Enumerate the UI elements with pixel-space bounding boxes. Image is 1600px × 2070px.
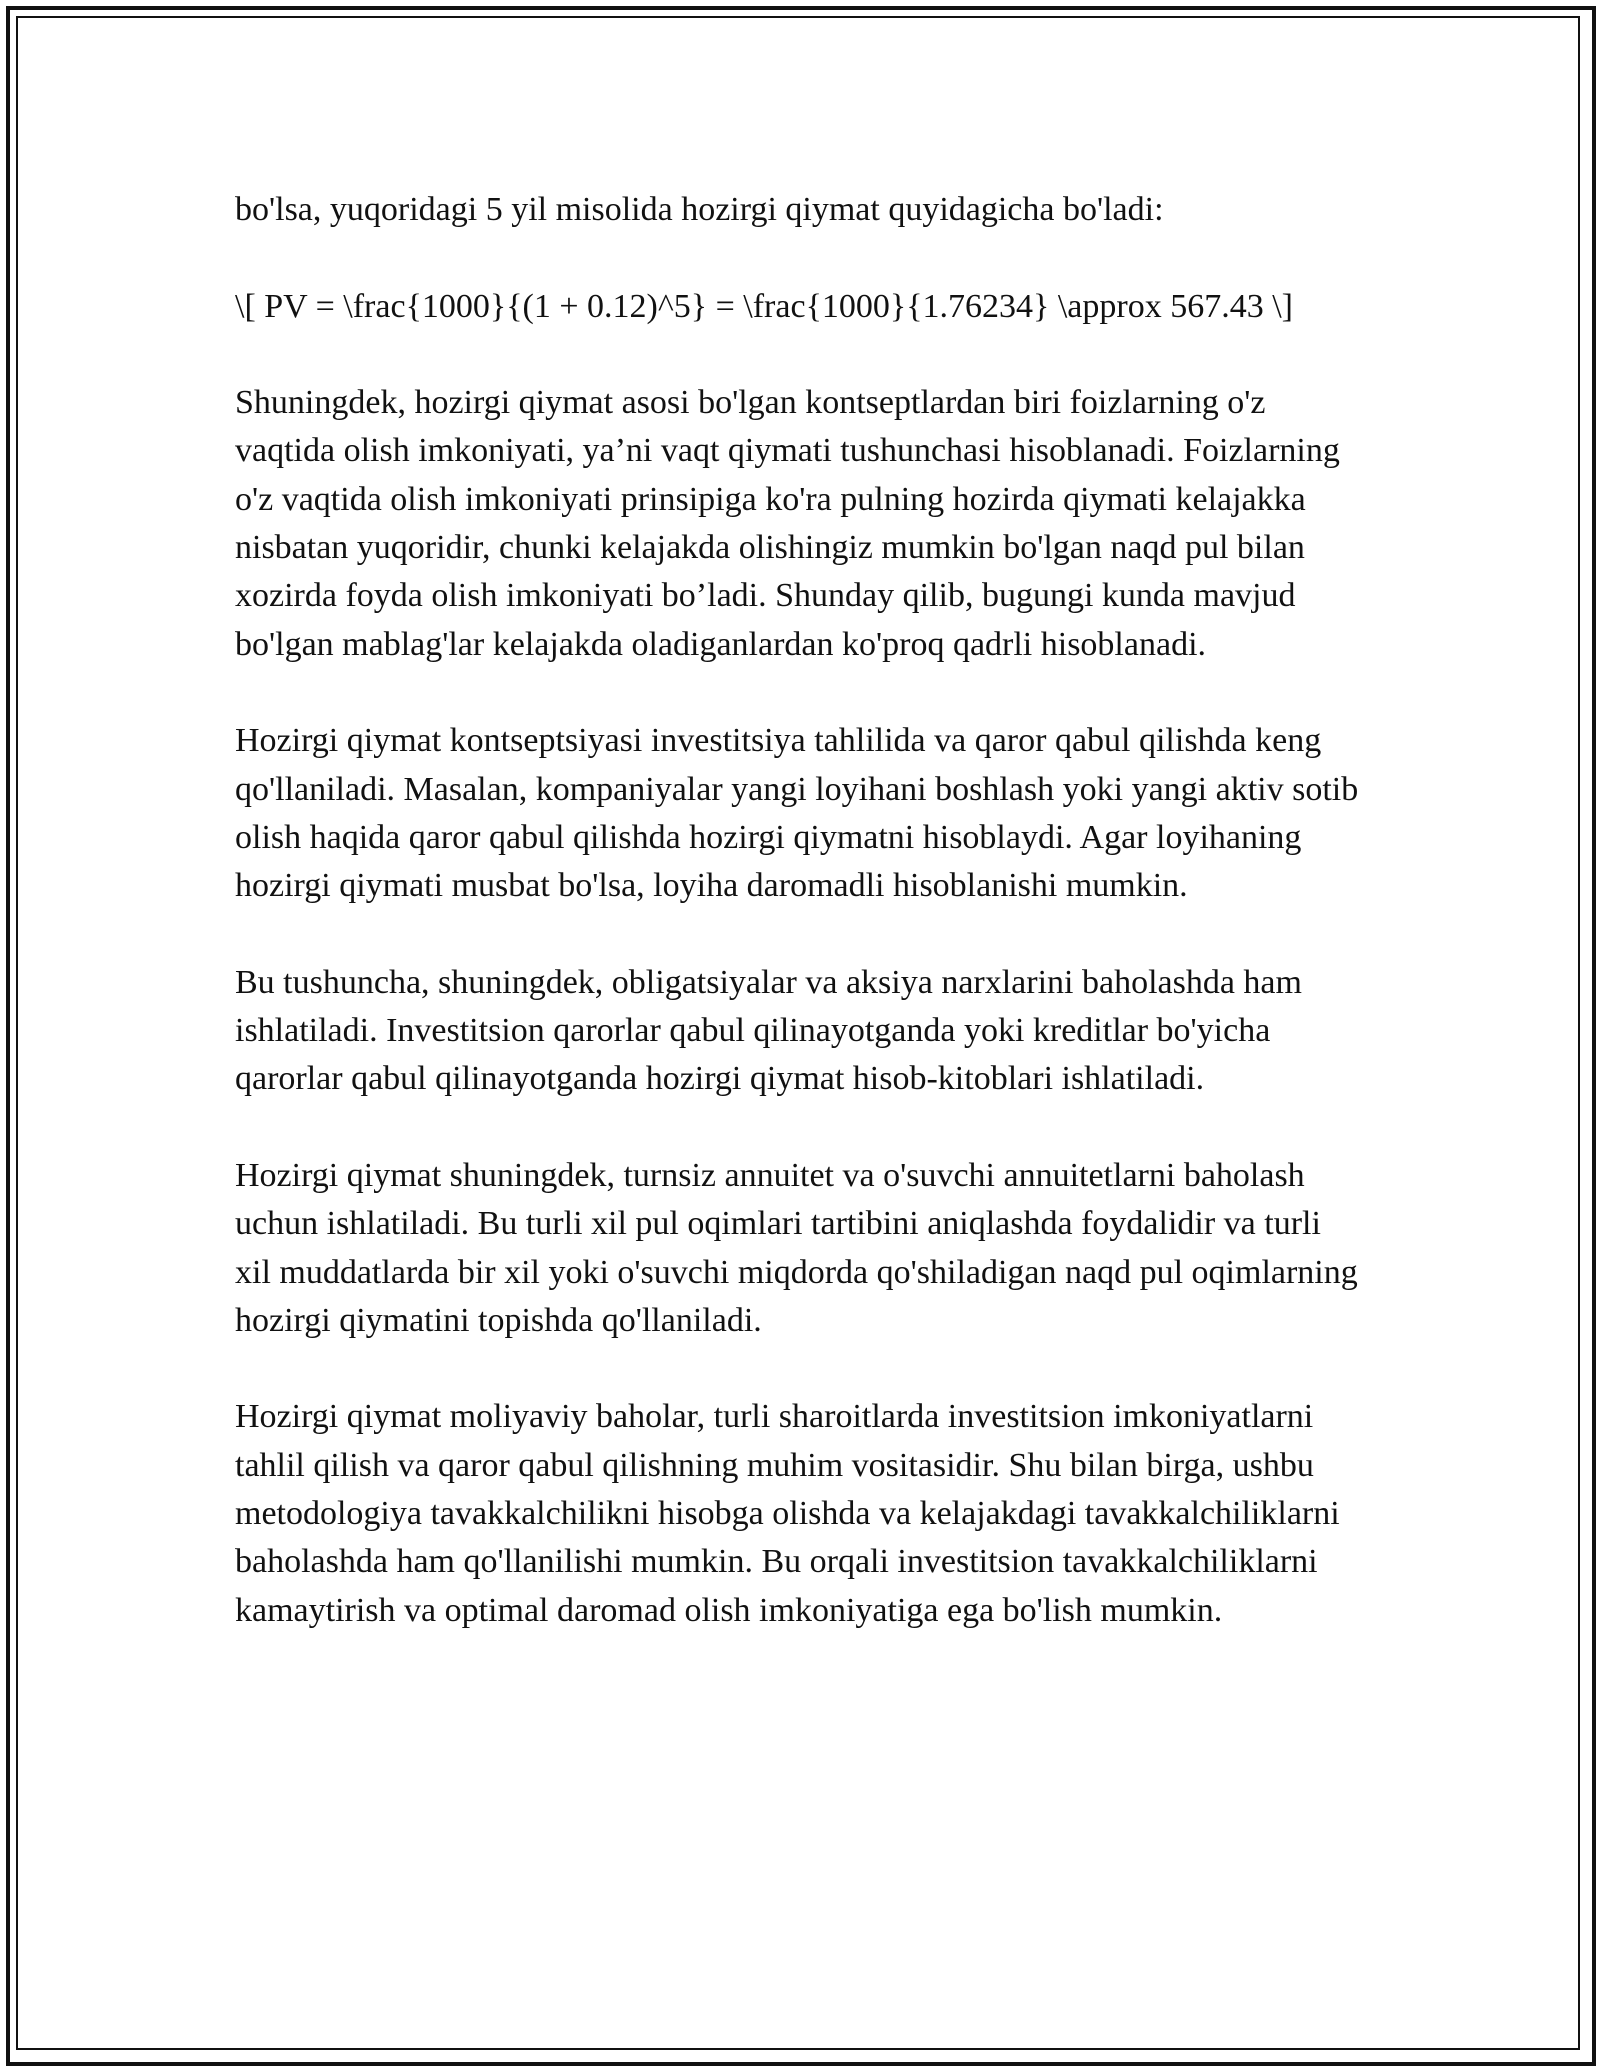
paragraph-conclusion: Hozirgi qiymat moliyaviy baholar, turli sharoitlarda investitsion imkoniyatlarni tahlil qilish va qaror qabul qilishning muhim vositasidir. Shu bilan birga, ushbu metodologiya tavakkalchilikni hisobga olishda va kelajakdagi tavakkalchiliklarni baholashda ham qo'llanilishi mumkin. Bu orqali investitsion tavakkalchiliklarni kamaytirish va optimal daromad olish imkoniyatiga ega bo'lish mumkin. [235, 1398, 1340, 1629]
paragraph-annuities: Hozirgi qiymat shuningdek, turnsiz annuitet va o'suvchi annuitetlarni baholash uchun ishlatiladi. Bu turli xil pul oqimlari tartibini aniqlashda foydalidir va turli xil muddatlarda bir xil yoki o'suvchi miqdorda qo'shiladigan naqd pul oqimlarning hozirgi qiymatini topishda qo'llaniladi. [235, 1156, 1358, 1339]
formula-present-value: \[ PV = \frac{1000}{(1 + 0.12)^5} = \frac{1000}{1.76234} \approx 567.43 \] [235, 287, 1293, 325]
paragraph-time-value: Shuningdek, hozirgi qiymat asosi bo'lgan kontseptlardan biri foizlarning o'z vaqtida olish imkoniyati, ya’ni vaqt qiymati tushunchasi hisoblanadi. Foizlarning o'z vaqtida olish imkoniyati prinsipiga ko'ra pulning hozirda qiymati kelajakka nisbatan yuqoridir, chunki kelajakda olishingiz mumkin bo'lgan naqd pul bilan xozirda foyda olish imkoniyati bo’ladi. Shunday qilib, bugungi kunda mavjud bo'lgan mablag'lar kelajakda oladiganlardan ko'proq qadrli hisoblanadi. [235, 384, 1340, 663]
paragraph-investment-analysis: Hozirgi qiymat kontseptsiyasi investitsiya tahlilida va qaror qabul qilishda keng qo'llaniladi. Masalan, kompaniyalar yangi loyihani boshlash yoki yangi aktiv sotib olish haqida qaror qabul qilishda hozirgi qiymatni hisoblaydi. Agar loyihaning hozirgi qiymati musbat bo'lsa, loyiha daromadli hisoblanishi mumkin. [235, 722, 1359, 905]
document-body [235, 186, 1365, 1683]
paragraph-intro: bo'lsa, yuqoridagi 5 yil misolida hozirgi qiymat quyidagicha bo'ladi: [235, 191, 1164, 228]
paragraph-bonds-stocks: Bu tushuncha, shuningdek, obligatsiyalar va aksiya narxlarini baholashda ham ishlatiladi. Investitsion qarorlar qabul qilinayotganda yoki kreditlar bo'yicha qarorlar qabul qilinayotganda hozirgi qiymat hisob-kitoblari ishlatiladi. [235, 963, 1302, 1098]
